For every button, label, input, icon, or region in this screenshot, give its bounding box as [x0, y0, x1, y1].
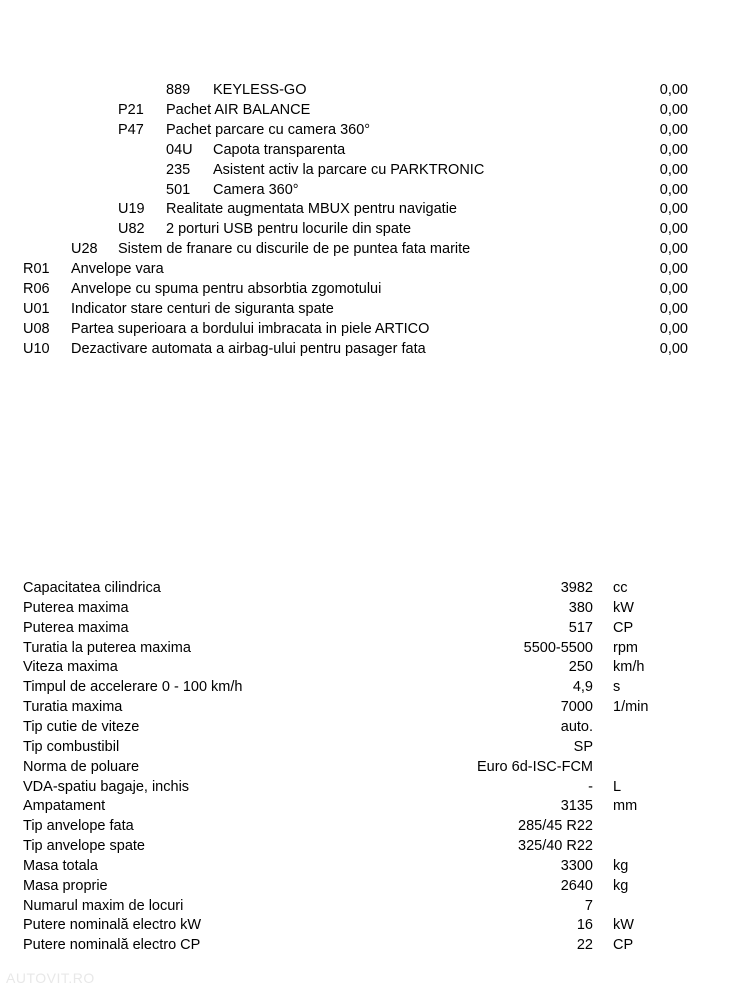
option-code: 04U	[166, 141, 193, 158]
option-description: 2 porturi USB pentru locurile din spate	[166, 221, 412, 238]
spec-row	[0, 876, 743, 896]
option-row	[0, 279, 743, 299]
spec-label: Norma de poluare	[23, 758, 140, 775]
spec-unit: s	[613, 679, 621, 696]
option-code: U08	[23, 320, 50, 337]
spec-label: Timpul de accelerare 0 - 100 km/h	[23, 679, 243, 696]
spec-row	[0, 816, 743, 836]
spec-unit: kW	[613, 599, 634, 616]
spec-unit: kW	[613, 917, 634, 934]
spec-label: Viteza maxima	[23, 659, 118, 676]
spec-value: 22	[576, 937, 593, 954]
option-row	[0, 100, 743, 120]
option-description: KEYLESS-GO	[213, 82, 307, 98]
option-description: Indicator stare centuri de siguranta spate	[71, 300, 334, 317]
spec-value: Euro 6d-ISC-FCM	[476, 758, 593, 775]
option-row	[0, 180, 743, 200]
spec-row	[0, 657, 743, 677]
spec-label: Numarul maxim de locuri	[23, 897, 184, 914]
option-row	[0, 299, 743, 319]
spec-unit: rpm	[613, 639, 638, 656]
option-price: 0,00	[659, 241, 688, 258]
spec-label: Putere nominală electro kW	[23, 917, 202, 934]
option-price: 0,00	[659, 161, 688, 178]
spec-row	[0, 717, 743, 737]
spec-unit: L	[613, 778, 622, 795]
spec-value: 7	[584, 897, 593, 914]
spec-row	[0, 757, 743, 777]
option-price: 0,00	[659, 320, 688, 337]
spec-row	[0, 856, 743, 876]
spec-unit: kg	[613, 857, 629, 874]
spec-row	[0, 598, 743, 618]
option-description: Camera 360°	[213, 181, 299, 198]
spec-unit: CP	[613, 937, 634, 954]
option-price: 0,00	[659, 82, 688, 98]
spec-row	[0, 896, 743, 916]
option-price: 0,00	[659, 141, 688, 158]
spec-label: Ampatament	[23, 798, 106, 815]
option-description: Asistent activ la parcare cu PARKTRONIC	[213, 161, 485, 178]
option-description: Realitate augmentata MBUX pentru navigatie	[166, 201, 457, 218]
spec-unit: km/h	[613, 659, 645, 676]
spec-label: Tip anvelope fata	[23, 818, 134, 835]
option-price: 0,00	[659, 201, 688, 218]
option-code: R06	[23, 281, 50, 297]
option-price: 0,00	[659, 340, 688, 357]
option-price: 0,00	[659, 261, 688, 278]
spec-value: 380	[568, 599, 593, 616]
spec-row	[0, 796, 743, 816]
option-code: U10	[23, 340, 50, 357]
spec-unit: mm	[613, 798, 638, 815]
option-row	[0, 160, 743, 180]
option-description: Anvelope vara	[71, 261, 164, 278]
spec-label: VDA-spatiu bagaje, inchis	[23, 778, 190, 795]
spec-value: 3982	[560, 580, 593, 596]
spec-unit: 1/min	[613, 699, 649, 716]
option-row	[0, 219, 743, 239]
spec-row	[0, 578, 743, 598]
spec-row	[0, 737, 743, 757]
spec-row	[0, 836, 743, 856]
spec-unit: kg	[613, 877, 629, 894]
spec-value: SP	[573, 738, 593, 755]
spec-row	[0, 618, 743, 638]
option-price: 0,00	[659, 121, 688, 138]
spec-value: 325/40 R22	[518, 838, 593, 855]
option-price: 0,00	[659, 281, 688, 297]
spec-row	[0, 697, 743, 717]
spec-value: 3135	[560, 798, 593, 815]
option-code: U19	[118, 201, 145, 218]
option-description: Capota transparenta	[213, 141, 346, 158]
option-row	[0, 259, 743, 279]
spec-row	[0, 915, 743, 935]
option-description: Anvelope cu spuma pentru absorbtia zgomotului	[71, 281, 382, 297]
option-price: 0,00	[659, 300, 688, 317]
spec-value: 250	[568, 659, 593, 676]
option-code: P21	[118, 101, 144, 118]
option-description: Partea superioara a bordului imbracata in piele ARTICO	[71, 320, 430, 337]
spec-value: 4,9	[572, 679, 593, 696]
spec-unit: CP	[613, 619, 634, 636]
spec-unit: cc	[613, 580, 628, 596]
spec-label: Tip combustibil	[23, 738, 120, 755]
option-row	[0, 239, 743, 259]
spec-value: 3300	[560, 857, 593, 874]
spec-value: 517	[568, 619, 593, 636]
option-code: U28	[71, 241, 98, 258]
option-row	[0, 319, 743, 339]
option-description: Pachet AIR BALANCE	[166, 101, 311, 118]
spec-row	[0, 935, 743, 955]
spec-label: Capacitatea cilindrica	[23, 580, 161, 596]
spec-row	[0, 638, 743, 658]
spec-label: Turatia maxima	[23, 699, 123, 716]
spec-label: Tip anvelope spate	[23, 838, 145, 855]
option-description: Pachet parcare cu camera 360°	[166, 121, 371, 138]
option-price: 0,00	[659, 221, 688, 238]
option-price: 0,00	[659, 181, 688, 198]
option-code: P47	[118, 121, 144, 138]
spec-row	[0, 777, 743, 797]
spec-value: -	[588, 778, 593, 795]
option-price: 0,00	[659, 101, 688, 118]
spec-value: 5500-5500	[523, 639, 593, 656]
spec-value: 16	[576, 917, 593, 934]
option-description: Sistem de franare cu discurile de pe puntea fata marite	[118, 241, 471, 258]
spec-row	[0, 677, 743, 697]
option-row	[0, 199, 743, 219]
spec-label: Masa totala	[23, 857, 98, 874]
spec-label: Tip cutie de viteze	[23, 718, 140, 735]
spec-label: Turatia la puterea maxima	[23, 639, 191, 656]
option-row	[0, 80, 743, 100]
option-description: Dezactivare automata a airbag-ului pentru pasager fata	[71, 340, 426, 357]
option-row	[0, 140, 743, 160]
spec-label: Putere nominală electro CP	[23, 937, 201, 954]
spec-value: 285/45 R22	[518, 818, 593, 835]
option-code: R01	[23, 261, 50, 278]
option-code: 235	[166, 161, 191, 178]
watermark-logo: AUTOVIT.RO	[6, 970, 95, 986]
option-code: U82	[118, 221, 145, 238]
spec-label: Puterea maxima	[23, 599, 129, 616]
spec-label: Masa proprie	[23, 877, 108, 894]
spec-value: 7000	[560, 699, 593, 716]
spec-value: auto.	[560, 718, 593, 735]
option-row	[0, 339, 743, 359]
option-code: 501	[166, 181, 191, 198]
spec-label: Puterea maxima	[23, 619, 129, 636]
option-code: 889	[166, 82, 191, 98]
spec-value: 2640	[560, 877, 593, 894]
option-row	[0, 120, 743, 140]
option-code: U01	[23, 300, 50, 317]
